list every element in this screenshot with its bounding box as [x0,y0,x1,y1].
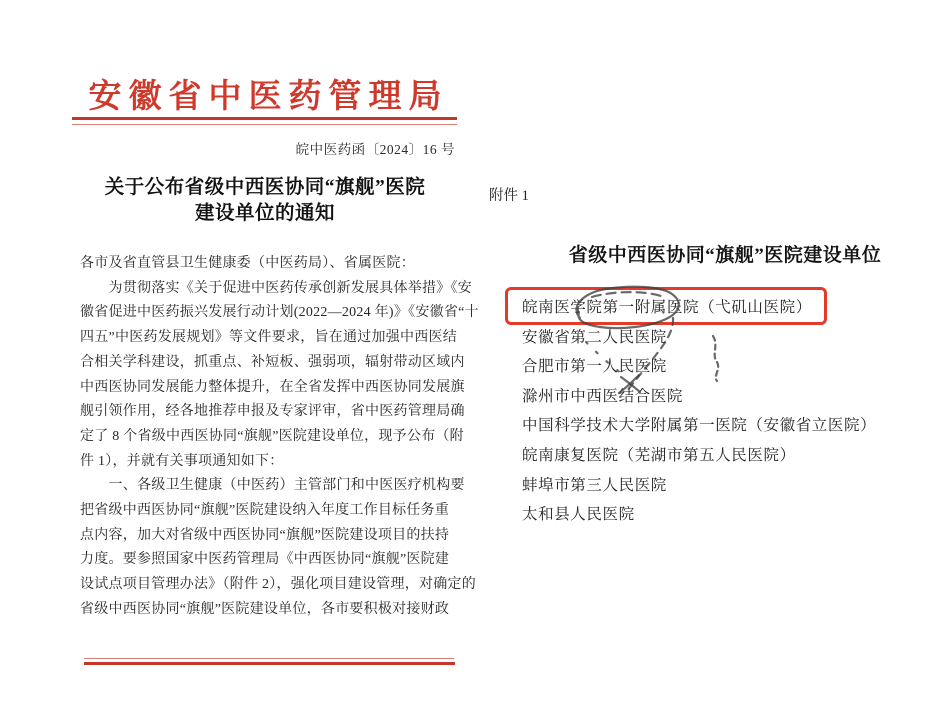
body-line: 定了 8 个省级中西医协同“旗舰”医院建设单位，现予公布（附 [80,428,464,444]
hospital-item: 蚌埠市第三人民医院 [522,476,667,494]
body-line: 一、各级卫生健康（中医药）主管部门和中医医疗机构要 [80,478,465,494]
hospital-item: 皖南康复医院（芜湖市第五人民医院） [522,446,796,464]
handwritten-scribble [540,272,755,417]
hospital-item: 合肥市第一人民医院 [522,358,667,376]
body-line: 各市及省直管县卫生健康委（中医药局）、省属医院： [80,256,415,271]
header-rule-thick [72,117,457,120]
body-line: 件 1），并就有关事项通知如下： [80,453,284,469]
body-line: 设试点项目管理办法》（附件 2），强化项目建设管理，对确定的 [80,577,476,593]
body-line: 舰引领作用，经各地推荐申报及专家评审，省中医药管理局确 [80,404,465,420]
hospital-item: 滁州市中西医结合医院 [522,387,684,405]
body-line: 点内容，加大对省级中西医协同“旗舰”医院建设项目的扶持 [80,527,450,543]
attachment-label: 附件 1 [489,188,529,204]
notice-title-line-2: 建设单位的通知 [194,202,335,224]
hospital-item: 安徽省第二人民医院 [522,328,667,346]
body-line: 省级中西医协同“旗舰”医院建设单位，各市要积极对接财政 [80,601,450,617]
document-number: 皖中医药函〔2024〕16 号 [295,142,455,157]
notice-body [80,252,479,623]
body-line: 为贯彻落实《关于促进中医药传承创新发展具体举措》《安 [80,280,472,296]
body-line: 四五”中医药发展规划》等文件要求，旨在通过加强中西医结 [80,330,457,346]
notice-title [72,175,458,226]
hospital-item: 中国科学技术大学附属第一医院（安徽省立医院） [522,417,877,435]
footer-rule-thick [84,662,455,665]
body-line: 合相关学科建设，抓重点、补短板、强弱项，辐射带动区域内 [80,354,465,370]
body-line: 把省级中西医协同“旗舰”医院建设纳入年度工作目标任务重 [80,503,450,519]
scribble-dotted-trail [586,342,621,373]
hospital-item: 太和县人民医院 [522,506,635,524]
footer-rule-thin [84,658,454,660]
header-rule-thin [72,124,457,126]
body-line: 力度。要参照国家中医药管理局《中西医协同“旗舰”医院建 [80,552,450,568]
attachment-title: 省级中西医协同“旗舰”医院建设单位 [568,245,882,266]
body-line: 徽省促进中医药振兴发展行动计划(2022—2024 年)》《安徽省“十 [80,305,479,321]
scribble-squiggle-right [713,336,718,381]
scribble-loop-inner [592,292,664,297]
hospital-item-highlighted: 皖南医学院第一附属医院（弋矶山医院） [522,299,812,316]
agency-header: 安徽省中医药管理局 [88,79,449,115]
body-line: 中西医协同发展能力整体提升，在全省发挥中西医协同发展旗 [80,379,465,395]
notice-title-line-1: 关于公布省级中西医协同“旗舰”医院 [104,177,426,198]
